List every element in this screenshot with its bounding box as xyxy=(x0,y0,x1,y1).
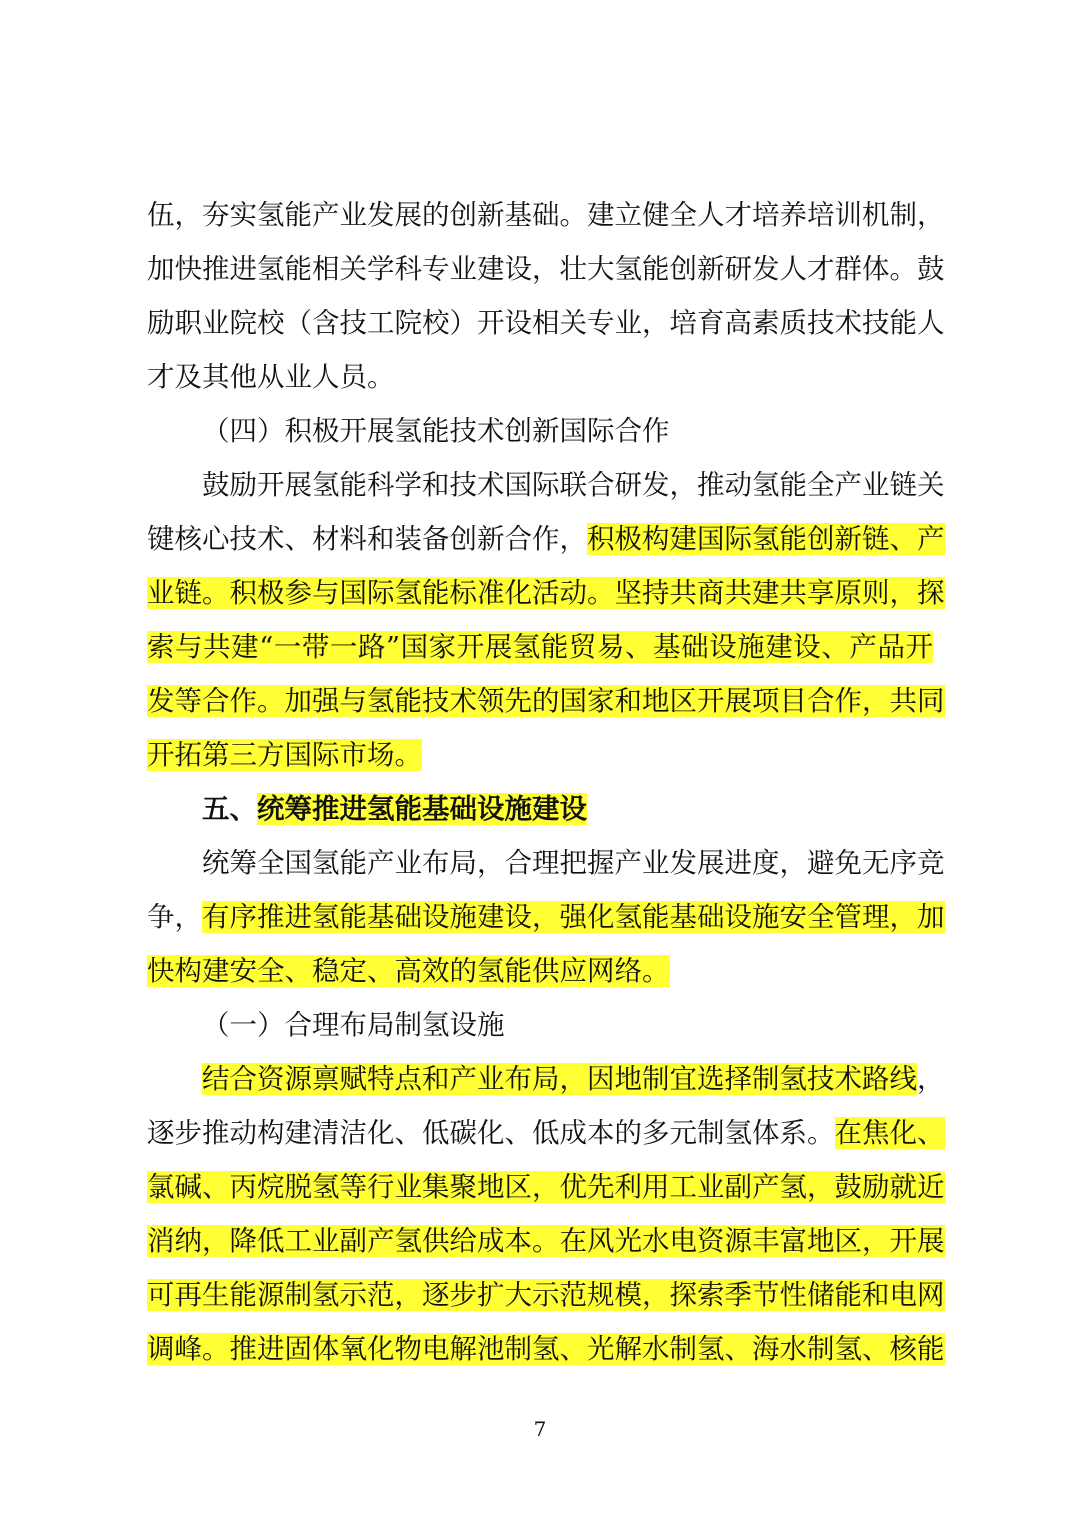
page-number: 7 xyxy=(533,1417,547,1441)
text-run: ， xyxy=(917,1063,945,1095)
text-run: 加快推进氢能相关学科专业建设，壮大氢能创新研发人才群体。鼓 xyxy=(147,253,945,285)
paragraph-line xyxy=(147,242,945,296)
highlighted-text: 有序推进氢能基础设施建设，强化氢能基础设施安全管理，加 xyxy=(202,901,945,933)
paragraph-line xyxy=(147,458,945,512)
highlighted-text: 快构建安全、稳定、高效的氢能供应网络。 xyxy=(147,955,670,987)
text-run: 逐步推动构建清洁化、低碳化、低成本的多元制氢体系。 xyxy=(147,1117,835,1149)
text-run: 键核心技术、材料和装备创新合作， xyxy=(147,523,587,555)
paragraph-line xyxy=(147,350,933,404)
paragraph-line xyxy=(147,512,945,566)
text-run: 鼓励开展氢能科学和技术国际联合研发，推动氢能全产业链关 xyxy=(202,469,945,501)
highlighted-text: 积极构建国际氢能创新链、产 xyxy=(587,523,945,555)
highlighted-text: 开拓第三方国际市场。 xyxy=(147,739,422,771)
heading-text: （四）积极开展氢能技术创新国际合作 xyxy=(202,415,670,447)
highlighted-text: 可再生能源制氢示范，逐步扩大示范规模，探索季节性储能和电网 xyxy=(147,1279,945,1311)
paragraph-line xyxy=(147,1106,945,1160)
paragraph-line xyxy=(147,1052,945,1106)
paragraph-line xyxy=(147,836,945,890)
paragraph-line xyxy=(147,944,933,998)
paragraph-line xyxy=(147,890,945,944)
highlighted-text: 索与共建“一带一路”国家开展氢能贸易、基础设施建设、产品开 xyxy=(147,631,933,663)
heading-highlighted-text: 统筹推进氢能基础设施建设 xyxy=(257,793,587,825)
highlighted-text: 消纳，降低工业副产氢供给成本。在风光水电资源丰富地区，开展 xyxy=(147,1225,945,1257)
text-run: 才及其他从业人员。 xyxy=(147,361,395,393)
highlighted-text: 氯碱、丙烷脱氢等行业集聚地区，优先利用工业副产氢，鼓励就近 xyxy=(147,1171,945,1203)
section-heading xyxy=(147,998,933,1052)
paragraph-line xyxy=(147,674,945,728)
paragraph-line xyxy=(147,1214,945,1268)
highlighted-text: 在焦化、 xyxy=(834,1117,945,1149)
text-run: 伍，夯实氢能产业发展的创新基础。建立健全人才培养培训机制， xyxy=(147,199,945,231)
highlighted-text: 结合资源禀赋特点和产业布局，因地制宜选择制氢技术路线 xyxy=(202,1063,917,1095)
heading-text: （一）合理布局制氢设施 xyxy=(202,1009,505,1041)
paragraph-line xyxy=(147,620,933,674)
paragraph-line xyxy=(147,296,945,350)
paragraph-line xyxy=(147,188,945,242)
highlighted-text: 业链。积极参与国际氢能标准化活动。坚持共商共建共享原则，探 xyxy=(147,577,945,609)
paragraph-line xyxy=(147,1268,945,1322)
section-heading xyxy=(147,404,933,458)
paragraph-line xyxy=(147,1160,945,1214)
highlighted-text: 调峰。推进固体氧化物电解池制氢、光解水制氢、海水制氢、核能 xyxy=(147,1333,945,1365)
text-run: 励职业院校（含技工院校）开设相关专业，培育高素质技术技能人 xyxy=(147,307,945,339)
paragraph-line xyxy=(147,728,933,782)
text-run: 争， xyxy=(147,901,202,933)
text-run: 统筹全国氢能产业布局，合理把握产业发展进度，避免无序竞 xyxy=(202,847,945,879)
heading-number: 五、 xyxy=(202,793,257,825)
chapter-heading xyxy=(147,782,933,836)
paragraph-line xyxy=(147,1322,945,1376)
highlighted-text: 发等合作。加强与氢能技术领先的国家和地区开展项目合作，共同 xyxy=(147,685,945,717)
paragraph-line xyxy=(147,566,945,620)
